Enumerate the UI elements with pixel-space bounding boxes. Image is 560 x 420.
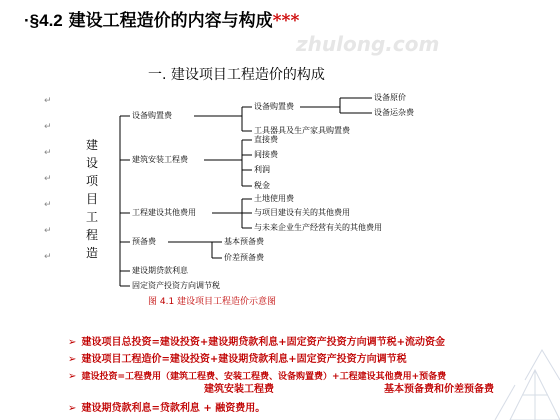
node-equipment-cost: 设备购置费 bbox=[132, 111, 172, 120]
node-future-operation-fee: 与未来企业生产经营有关的其他费用 bbox=[254, 223, 382, 232]
node-reserve-cost: 预备费 bbox=[132, 237, 156, 246]
formula-line bbox=[68, 396, 265, 415]
arrow-bullet-icon: ➢ bbox=[68, 337, 77, 348]
watermark: zhulong.com bbox=[296, 32, 440, 56]
figure-caption: 图 4.1 建设项目工程造价示意图 bbox=[148, 297, 277, 307]
node-construction-cost: 建筑安装工程费 bbox=[132, 155, 188, 164]
root-char: 项 bbox=[86, 174, 99, 188]
node-tax: 税金 bbox=[254, 181, 270, 190]
node-direct-cost: 直接费 bbox=[254, 135, 278, 144]
root-char: 目 bbox=[86, 192, 99, 206]
node-equipment-purchase: 设备购置费 bbox=[254, 102, 294, 111]
paragraph-mark: ↵ bbox=[44, 252, 52, 262]
arrow-bullet-icon: ➢ bbox=[68, 371, 77, 382]
root-char: 建 bbox=[86, 138, 99, 152]
formula-total-investment: 建设项目总投资=建设投资+建设期贷款利息+固定资产投资方向调节税+流动资金 bbox=[81, 337, 445, 348]
formula-loan-interest: 建设期贷款利息=贷款利息 + 融资费用。 bbox=[81, 403, 266, 414]
node-basic-reserve: 基本预备费 bbox=[224, 237, 264, 246]
node-loan-interest: 建设期贷款利息 bbox=[132, 266, 188, 275]
formula-building-installation: 建筑安装工程费 bbox=[204, 384, 274, 395]
formula-reserves: 基本预备费和价差预备费 bbox=[384, 384, 494, 395]
formula-project-cost: 建设项目工程造价=建设投资+建设期贷款利息+固定资产投资方向调节税 bbox=[81, 354, 407, 365]
title-text: 建设工程造价的内容与构成 bbox=[68, 11, 273, 31]
title-stars: *** bbox=[272, 11, 300, 31]
node-profit: 利润 bbox=[254, 165, 270, 174]
root-char: 造 bbox=[86, 246, 99, 260]
node-equipment-transport: 设备运杂费 bbox=[374, 108, 414, 117]
paragraph-mark: ↵ bbox=[44, 122, 52, 132]
paragraph-mark: ↵ bbox=[44, 148, 52, 158]
root-char: 程 bbox=[86, 228, 99, 242]
node-price-reserve: 价差预备费 bbox=[224, 253, 264, 262]
corner-decoration-icon bbox=[450, 310, 560, 420]
arrow-bullet-icon: ➢ bbox=[68, 354, 77, 365]
formula-construction-investment: 建设投资=工程费用（建筑工程费、安装工程费、设备购置费）+工程建设其他费用+预备费 bbox=[81, 372, 447, 382]
paragraph-mark: ↵ bbox=[44, 200, 52, 210]
node-land-use-fee: 土地使用费 bbox=[254, 194, 294, 203]
paragraph-mark: ↵ bbox=[44, 96, 52, 106]
paragraph-mark: ↵ bbox=[44, 226, 52, 236]
arrow-bullet-icon: ➢ bbox=[68, 403, 77, 414]
section-subtitle: 一. 建设项目工程造价的构成 bbox=[148, 67, 325, 83]
node-tools-furniture: 工具器具及生产家具购置费 bbox=[254, 126, 350, 135]
node-other-cost: 工程建设其他费用 bbox=[132, 208, 196, 217]
root-char: 工 bbox=[86, 210, 99, 224]
node-indirect-cost: 间接费 bbox=[254, 150, 278, 159]
section-number: ·§4.2 bbox=[24, 11, 63, 30]
paragraph-mark: ↵ bbox=[44, 174, 52, 184]
root-char: 设 bbox=[86, 156, 99, 170]
node-project-related-fee: 与项目建设有关的其他费用 bbox=[254, 208, 350, 217]
node-investment-tax: 固定资产投资方向调节税 bbox=[132, 281, 220, 290]
node-equipment-original-price: 设备原价 bbox=[374, 93, 406, 102]
